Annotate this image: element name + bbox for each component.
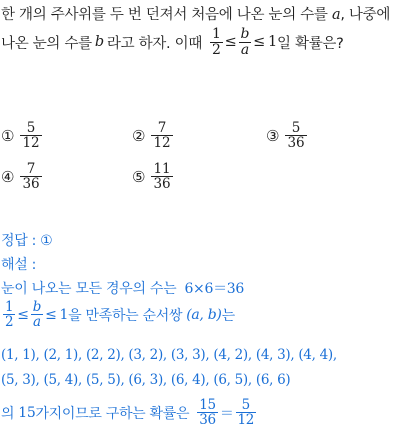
le-symbol: ≤ (17, 306, 29, 323)
count-value: 15 (18, 404, 36, 421)
choice-5[interactable] (132, 162, 175, 191)
choice-marker: ⑤ (132, 167, 146, 186)
choice-fraction: $\frac{7}{36}$ (22, 161, 40, 193)
choice-marker: ① (1, 126, 15, 145)
ordered-pair: (a, b) (186, 306, 222, 323)
le-symbol: ≤ (224, 34, 237, 51)
solution-text: 가지이므로 구하는 확률은 (35, 405, 190, 422)
choice-marker: ④ (1, 167, 15, 186)
number-one: 1 (268, 34, 277, 51)
question-text: , 나중에 (340, 7, 391, 23)
answer-line: 정답 : ① (1, 233, 53, 249)
number-one: 1 (59, 306, 69, 323)
question-line-2 (1, 27, 344, 57)
solution-line-2 (1, 300, 235, 329)
fraction-half: $\frac{1}{2}$ (5, 299, 14, 331)
choice-3[interactable] (266, 121, 309, 150)
fraction-15-36: $\frac{15}{36}$ (199, 397, 216, 429)
solution-text: 의 (1, 405, 15, 422)
le-symbol: ≤ (45, 306, 57, 323)
choice-1[interactable] (1, 121, 44, 150)
solution-final-line (1, 398, 258, 427)
fraction-half: $\frac{1}{2}$ (212, 26, 221, 58)
choice-fraction: $\frac{7}{12}$ (153, 120, 171, 152)
variable-b: b (94, 34, 104, 51)
choice-marker: ② (132, 126, 146, 145)
solution-text: 는 (221, 307, 235, 324)
choice-2[interactable] (132, 121, 175, 150)
pairs-line-1: (1, 1), (2, 1), (2, 2), (3, 2), (3, 3), (4, 2), (4, 3), (4, 4), (1, 347, 337, 363)
variable-a: a (331, 7, 341, 23)
question-text: 나온 눈의 수를 (1, 35, 92, 52)
solution-expression: 6×6＝36 (184, 281, 245, 297)
solution-line-1 (1, 278, 244, 298)
question-line-1 (1, 3, 390, 24)
choice-4[interactable] (1, 162, 44, 191)
le-symbol: ≤ (253, 34, 266, 51)
question-text: 일 확률은? (276, 35, 344, 52)
solution-text: 을 만족하는 순서쌍 (68, 307, 183, 324)
choice-fraction: $\frac{5}{12}$ (22, 120, 40, 152)
choice-marker: ③ (266, 126, 280, 145)
choice-fraction: $\frac{11}{36}$ (153, 161, 171, 193)
question-text: 한 개의 주사위를 두 번 던져서 처음에 나온 눈의 수를 (1, 7, 328, 23)
fraction-b-over-a: $\frac{b}{a}$ (32, 299, 42, 331)
solution-label: 해설 : (1, 257, 37, 273)
equals-symbol: ＝ (219, 405, 234, 422)
fraction-b-over-a: $\frac{b}{a}$ (240, 26, 250, 58)
question-text: 라고 하자. 이때 (106, 35, 203, 52)
solution-text: 눈이 나오는 모든 경우의 수는 (1, 281, 177, 297)
fraction-5-12: $\frac{5}{12}$ (237, 397, 255, 429)
choice-fraction: $\frac{5}{36}$ (287, 120, 305, 152)
pairs-line-2: (5, 3), (5, 4), (5, 5), (6, 3), (6, 4), (6, 5), (6, 6) (1, 372, 291, 388)
